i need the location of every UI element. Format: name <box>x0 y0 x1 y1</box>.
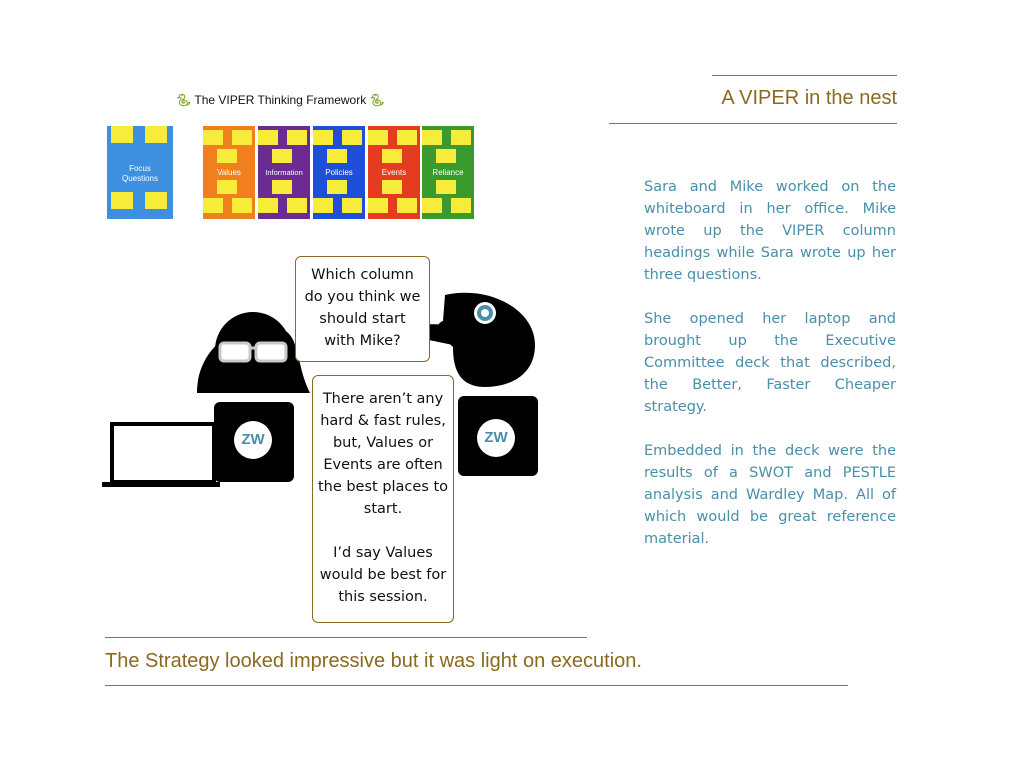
sticky-note <box>313 198 333 213</box>
sticky-note <box>287 198 307 213</box>
column-label: Values <box>217 168 241 177</box>
sticky-note <box>258 130 278 145</box>
sticky-note <box>272 180 292 194</box>
laptop-icon <box>102 424 220 487</box>
framework-title <box>176 93 385 107</box>
sticky-note <box>342 130 362 145</box>
sara-badge: ZW <box>234 421 272 459</box>
sticky-note <box>217 149 237 163</box>
sticky-note <box>111 192 133 209</box>
sticky-note <box>422 198 442 213</box>
sticky-note <box>382 180 402 194</box>
story-paragraph: Sara and Mike worked on the whiteboard in her office. Mike wrote up the VIPER column headings while Sara wrote up her three questions. <box>644 179 896 283</box>
sticky-note <box>436 149 456 163</box>
sticky-note <box>145 126 167 143</box>
sticky-note <box>203 130 223 145</box>
sticky-note <box>232 198 252 213</box>
sticky-note <box>397 198 417 213</box>
sticky-note <box>217 180 237 194</box>
viper-framework-diagram <box>100 120 480 230</box>
mike-speech-bubble <box>312 375 454 623</box>
snake-icon: 🐍︎ <box>176 93 192 107</box>
sticky-note <box>327 180 347 194</box>
sticky-note <box>313 130 333 145</box>
column-information <box>258 126 310 219</box>
sticky-note <box>368 130 388 145</box>
page-caption: The Strategy looked impressive but it was light on execution. <box>105 650 642 672</box>
sticky-note <box>111 126 133 143</box>
story-paragraph: She opened her laptop and brought up the Executive Committee deck that described, the Better, Faster Cheaper strategy. <box>644 311 896 415</box>
sara-line: Which column do you think we should start with Mike? <box>304 267 421 349</box>
column-policies <box>313 126 365 219</box>
sticky-note <box>327 149 347 163</box>
sticky-note <box>436 180 456 194</box>
sticky-note <box>232 130 252 145</box>
heading-underline <box>609 123 897 124</box>
sticky-note <box>451 130 471 145</box>
column-events <box>368 126 420 219</box>
sticky-note <box>368 198 388 213</box>
story-paragraph: Embedded in the deck were the results of a SWOT and PESTLE analysis and Wardley Map. All of which would be great reference material. <box>644 443 896 547</box>
sara-speech-bubble <box>295 256 430 362</box>
column-values <box>203 126 255 219</box>
sticky-note <box>342 198 362 213</box>
column-label: Reliance <box>432 168 464 177</box>
story-text <box>644 176 896 572</box>
sticky-note <box>422 130 442 145</box>
column-label: Information <box>265 168 303 177</box>
questions-label: Questions <box>121 174 159 183</box>
mike-line: There aren’t any hard & fast rules, but, Values or Events are often the best places to start. <box>317 391 449 517</box>
page-heading: A VIPER in the nest <box>721 87 897 109</box>
sticky-note <box>287 130 307 145</box>
snake-icon: 🐍︎ <box>369 93 385 107</box>
framework-title-text: The VIPER Thinking Framework <box>194 93 367 107</box>
sticky-note <box>451 198 471 213</box>
focus-label: Focus <box>129 164 151 173</box>
sticky-note <box>397 130 417 145</box>
column-label: Policies <box>325 168 353 177</box>
caption-bottom-rule <box>105 685 848 686</box>
sticky-note <box>258 198 278 213</box>
mike-badge: ZW <box>477 419 515 457</box>
sticky-note <box>272 149 292 163</box>
caption-top-rule <box>105 637 587 638</box>
mike-line: I’d say Values would be best for this session. <box>319 545 447 605</box>
column-label: Events <box>381 168 407 177</box>
column-reliance <box>422 126 474 219</box>
top-rule <box>712 75 897 76</box>
sticky-note <box>382 149 402 163</box>
sticky-note <box>203 198 223 213</box>
sticky-note <box>145 192 167 209</box>
